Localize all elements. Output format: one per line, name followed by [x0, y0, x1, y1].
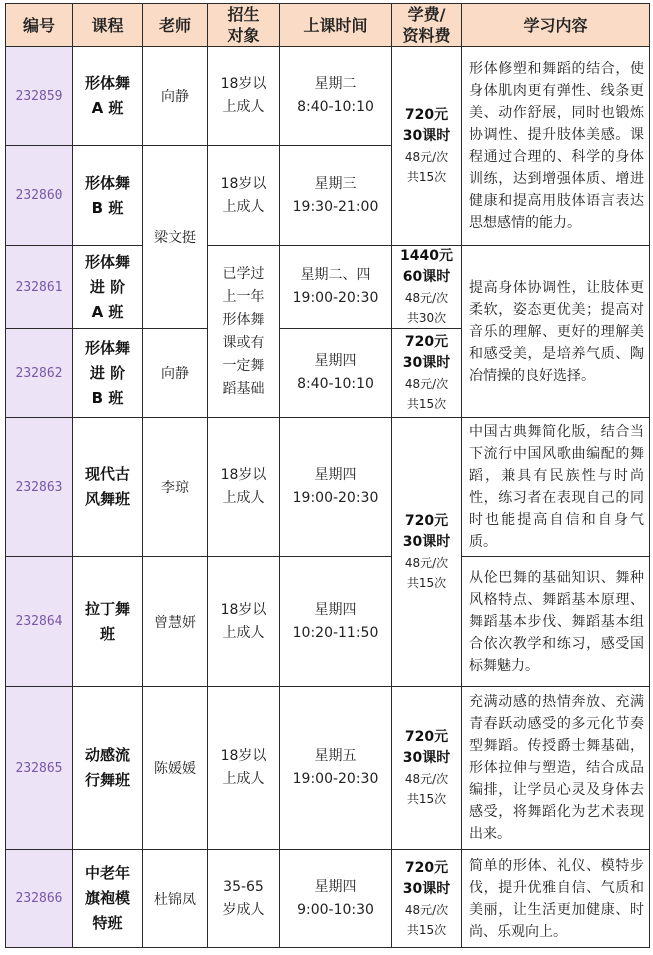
- teacher-name: 李琼: [143, 418, 208, 557]
- text-line: B 班: [91, 388, 124, 407]
- text-line: 学费/: [407, 5, 446, 24]
- text-line: 一定舞: [222, 357, 265, 374]
- teacher-name: 向静: [143, 329, 208, 418]
- text-line: 18岁以: [220, 467, 267, 483]
- text-line: 旗袍模: [84, 889, 130, 907]
- fee-total: 720元: [404, 513, 449, 529]
- fee-per-class: 48元/次: [404, 556, 449, 570]
- text-line: 35-65: [223, 878, 264, 895]
- teacher-name: 曾慧妍: [143, 557, 208, 687]
- fee-total: 30课时: [402, 355, 451, 371]
- text-line: 18岁以: [220, 175, 267, 192]
- target-audience: [208, 47, 280, 146]
- fee-per-class: 共15次: [406, 170, 447, 184]
- target-audience: [208, 146, 280, 246]
- fee-per-class: 共15次: [406, 922, 447, 937]
- fee-per-class: 48元/次: [404, 150, 449, 164]
- course-code: 232859: [6, 47, 73, 146]
- course-code: 232865: [6, 687, 73, 850]
- text-line: 19:00-20:30: [292, 290, 379, 306]
- table-row: [6, 557, 650, 687]
- header-row: [6, 4, 650, 47]
- course-code: 232860: [6, 146, 73, 246]
- header-target: [208, 4, 280, 47]
- text-line: 已学过: [222, 265, 265, 282]
- target-audience: [208, 418, 280, 557]
- text-line: 资料费: [402, 26, 451, 45]
- header-teacher: 老师: [143, 4, 208, 47]
- course-content: 从伦巴舞的基础知识、舞种风格特点、舞蹈基本原理、舞蹈基本步伐、舞蹈基本组合依次教学和练习，感受国标舞魅力。: [462, 557, 650, 687]
- text-line: 形体舞: [84, 338, 130, 357]
- fee-total: 1440元: [400, 248, 453, 264]
- fee-total: 30课时: [402, 128, 451, 144]
- class-time: [280, 246, 392, 329]
- course-name: [73, 418, 143, 557]
- text-line: 18岁以: [220, 748, 267, 764]
- course-content: 中国古典舞简化版，结合当下流行中国风歌曲编配的舞蹈，兼具有民族性与时尚性，练习者在表现自己的同时也能提高自信和自身气质。: [462, 418, 650, 557]
- text-line: 形体舞: [84, 74, 130, 92]
- text-line: 星期五: [314, 748, 357, 764]
- fee-per-class: 共15次: [406, 397, 447, 411]
- text-line: 形体舞: [84, 173, 130, 192]
- table-row: [6, 47, 650, 146]
- fee-per-class: 共15次: [406, 792, 447, 806]
- course-content: 形体修塑和舞蹈的结合，使身体肌肉更有弹性、线条更美、动作舒展，同时也锻炼协调性、提升肢体美感。课程通过合理的、科学的身体训练，达到增强体质、增进健康和提高用肢体语言表达思想感情的能力。: [462, 47, 650, 246]
- text-line: 上成人: [222, 99, 265, 115]
- course-content: 充满动感的热情奔放、充满青春跃动感受的多元化节奏型舞蹈。传授爵士舞基础，形体拉伸与塑造，结合成品编排，让学员心灵及身体去感受，将舞蹈化为艺术表现出来。: [462, 687, 650, 850]
- class-time: [280, 146, 392, 246]
- text-line: 18岁以: [220, 76, 267, 92]
- text-line: 18岁以: [220, 601, 267, 618]
- text-line: 19:00-20:30: [292, 771, 379, 787]
- fee-cell: [392, 246, 462, 329]
- fee-cell: [392, 329, 462, 418]
- text-line: 8:40-10:10: [297, 99, 374, 115]
- text-line: 星期四: [314, 878, 357, 895]
- text-line: 10:20-11:50: [292, 624, 379, 641]
- text-line: 形体舞: [222, 311, 265, 328]
- fee-total: 720元: [404, 859, 449, 876]
- course-content: 简单的形体、礼仪、模特步伐，提升优雅自信、气质和美丽，让生活更加健康、时尚、乐观向上。: [462, 850, 650, 948]
- course-name: [73, 329, 143, 418]
- course-code: 232864: [6, 557, 73, 687]
- fee-per-class: 共15次: [406, 576, 447, 590]
- course-table: [5, 3, 650, 948]
- fee-total: 30课时: [402, 880, 451, 897]
- text-line: 对象: [227, 26, 260, 45]
- course-code: 232861: [6, 246, 73, 329]
- text-line: 中老年: [84, 864, 130, 882]
- teacher-name: 向静: [143, 47, 208, 146]
- fee-total: 30课时: [402, 534, 451, 550]
- class-time: [280, 850, 392, 948]
- text-line: 进 阶: [89, 277, 126, 296]
- text-line: 星期二: [314, 76, 357, 92]
- text-line: 风舞班: [84, 490, 130, 508]
- text-line: 招生: [227, 5, 260, 24]
- table-row: [6, 418, 650, 557]
- text-line: 拉丁舞: [84, 599, 130, 618]
- class-time: [280, 47, 392, 146]
- header-code: 编号: [6, 4, 73, 47]
- table-row: [6, 687, 650, 850]
- text-line: 形体舞: [84, 252, 130, 271]
- fee-per-class: 48元/次: [404, 902, 449, 917]
- target-audience: [208, 557, 280, 687]
- target-audience: [208, 246, 280, 418]
- text-line: 上一年: [222, 288, 265, 305]
- course-name: [73, 146, 143, 246]
- class-time: [280, 557, 392, 687]
- class-time: [280, 687, 392, 850]
- header-fee: [392, 4, 462, 47]
- text-line: 班: [99, 624, 115, 643]
- table-row: [6, 850, 650, 948]
- fee-cell: [392, 418, 462, 687]
- header-time: 上课时间: [280, 4, 392, 47]
- text-line: 现代古: [84, 465, 130, 483]
- fee-cell: [392, 850, 462, 948]
- fee-per-class: 共30次: [406, 311, 447, 325]
- teacher-name: 杜锦凤: [143, 850, 208, 948]
- text-line: 星期四: [314, 467, 357, 483]
- text-line: 星期四: [314, 601, 357, 618]
- teacher-name: 陈媛媛: [143, 687, 208, 850]
- fee-per-class: 48元/次: [404, 377, 449, 391]
- header-course: 课程: [73, 4, 143, 47]
- fee-cell: [392, 687, 462, 850]
- header-content: 学习内容: [462, 4, 650, 47]
- text-line: 课或有: [222, 334, 265, 351]
- fee-cell: [392, 47, 462, 246]
- text-line: 行舞班: [84, 771, 130, 789]
- target-audience: [208, 850, 280, 948]
- text-line: A 班: [91, 302, 124, 321]
- text-line: 特班: [92, 914, 123, 932]
- text-line: 进 阶: [89, 363, 126, 382]
- course-code: 232862: [6, 329, 73, 418]
- fee-total: 720元: [404, 334, 449, 350]
- course-code: 232866: [6, 850, 73, 948]
- class-time: [280, 418, 392, 557]
- text-line: B 班: [91, 198, 124, 217]
- text-line: 岁成人: [222, 901, 265, 918]
- table-row: [6, 246, 650, 329]
- fee-total: 30课时: [402, 750, 451, 766]
- teacher-name: 梁文挺: [143, 146, 208, 329]
- text-line: 上成人: [222, 198, 265, 215]
- text-line: 动感流: [84, 746, 130, 764]
- text-line: 上成人: [222, 624, 265, 641]
- course-content: 提高身体协调性，让肢体更柔软，姿态更优美；提高对音乐的理解、更好的理解美和感受美，是培养气质、陶冶情操的良好选择。: [462, 246, 650, 418]
- text-line: 星期二、四: [300, 267, 371, 283]
- text-line: 19:30-21:00: [292, 198, 379, 215]
- fee-total: 60课时: [402, 269, 451, 285]
- course-name: [73, 687, 143, 850]
- course-name: [73, 850, 143, 948]
- target-audience: [208, 687, 280, 850]
- fee-total: 720元: [404, 729, 449, 745]
- course-code: 232863: [6, 418, 73, 557]
- text-line: 9:00-10:30: [297, 901, 374, 918]
- text-line: 上成人: [222, 771, 265, 787]
- text-line: 星期三: [314, 175, 357, 192]
- text-line: A 班: [91, 99, 124, 117]
- text-line: 19:00-20:30: [292, 490, 379, 506]
- text-line: 8:40-10:10: [297, 376, 374, 392]
- class-time: [280, 329, 392, 418]
- text-line: 蹈基础: [222, 380, 265, 397]
- fee-per-class: 48元/次: [404, 772, 449, 786]
- fee-total: 720元: [404, 107, 449, 123]
- fee-per-class: 48元/次: [404, 291, 449, 305]
- course-name: [73, 246, 143, 329]
- text-line: 星期四: [314, 353, 357, 369]
- course-name: [73, 47, 143, 146]
- course-name: [73, 557, 143, 687]
- text-line: 上成人: [222, 490, 265, 506]
